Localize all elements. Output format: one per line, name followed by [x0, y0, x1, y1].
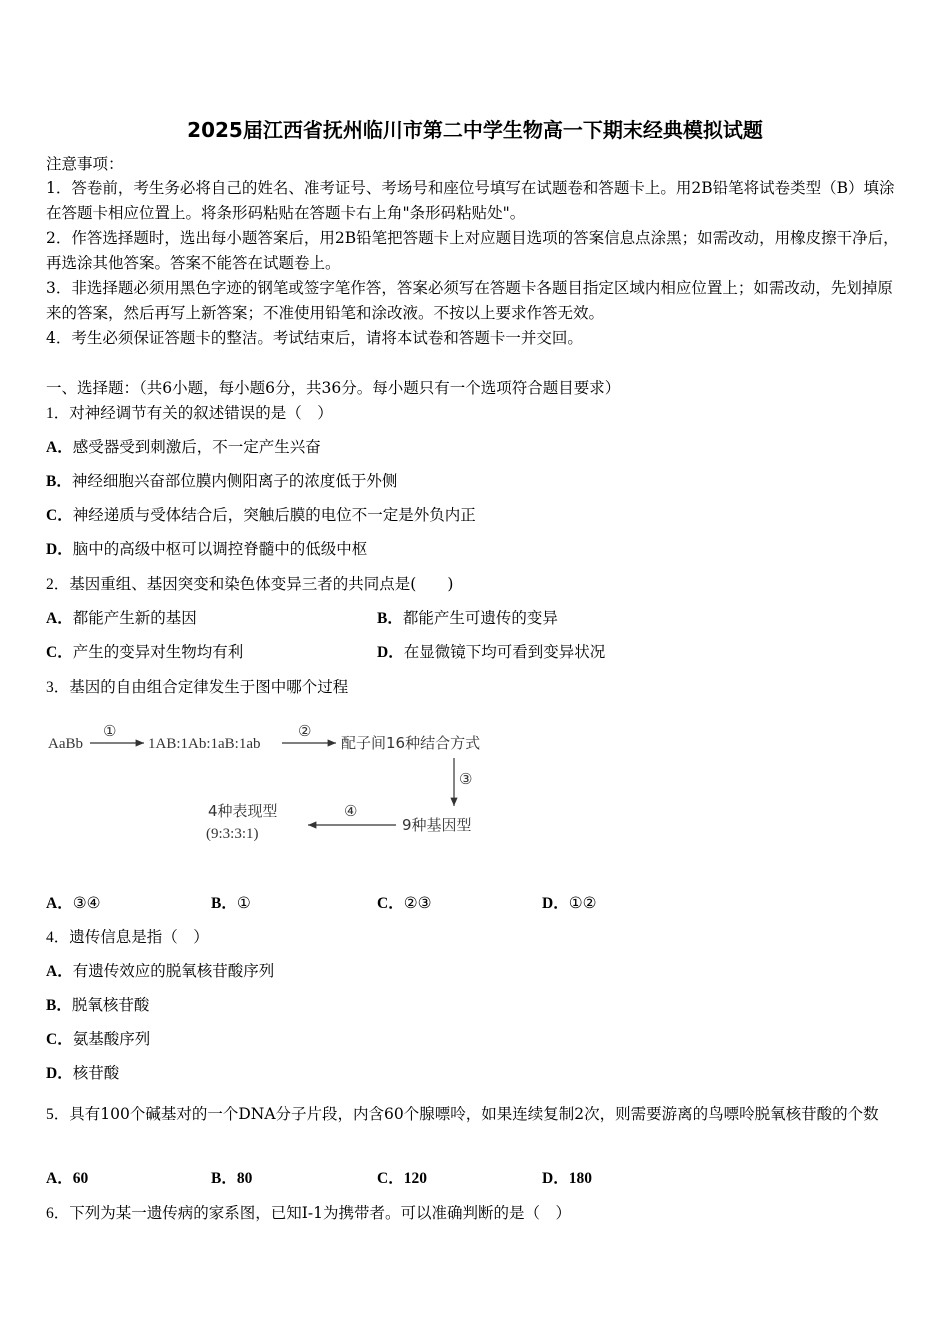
notice-item-3: 3．非选择题必须用黑色字迹的钢笔或签字笔作答，答案必须写在答题卡各题目指定区域内相应位置上；如需改动，先划掉原来的答案，然后再写上新答案；不准使用铅笔和涂改液。不按以上要求作答无效。	[46, 279, 893, 322]
option-b: B．神经细胞兴奋部位膜内侧阳离子的浓度低于外侧	[46, 472, 398, 490]
question-number: 5．	[46, 1106, 70, 1123]
question-3	[46, 675, 348, 697]
diagram-step-4: ④	[344, 804, 358, 820]
question-stem: 具有100个碱基对的一个DNA分子片段，内含60个腺嘌呤，如果连续复制2次，则需要游离的鸟嘌呤脱氧核苷酸的个数	[69, 1105, 879, 1123]
question-5	[46, 1096, 906, 1133]
option-d: D．180	[542, 1170, 592, 1187]
option-c: C．②③	[377, 894, 432, 912]
option-a: A．感受器受到刺激后，不一定产生兴奋	[46, 438, 321, 456]
diagram-step-2: ②	[298, 724, 312, 740]
page-title: 2025届江西省抚州临川市第二中学生物高一下期末经典模拟试题	[187, 118, 763, 142]
option-d: D．在显微镜下均可看到变异状况	[377, 643, 606, 661]
diagram-step-3: ③	[459, 772, 473, 788]
option-b: B．80	[211, 1170, 253, 1187]
option-d: D．脑中的高级中枢可以调控脊髓中的低级中枢	[46, 540, 368, 558]
question-number: 4．	[46, 929, 70, 946]
question-number: 3．	[46, 679, 70, 696]
option-b: B．①	[211, 894, 251, 912]
question-stem: 对神经调节有关的叙述错误的是（ ）	[69, 404, 333, 422]
diagram-start: AaBb	[48, 736, 83, 752]
option-c: C．120	[377, 1170, 427, 1187]
diagram-combos: 配子间16种结合方式	[341, 734, 481, 752]
option-b: B．都能产生可遗传的变异	[377, 609, 558, 627]
option-c: C．产生的变异对生物均有利	[46, 643, 244, 661]
option-c: C．神经递质与受体结合后，突触后膜的电位不一定是外负内正	[46, 506, 476, 524]
option-b: B．脱氧核苷酸	[46, 996, 150, 1014]
option-a: A．60	[46, 1170, 89, 1187]
section-heading: 一、选择题：（共6小题，每小题6分，共36分。每小题只有一个选项符合题目要求）	[46, 379, 621, 397]
question-number: 2．	[46, 576, 70, 593]
question-4	[46, 925, 209, 947]
diagram-genotypes: 9种基因型	[402, 816, 472, 834]
question-number: 1．	[46, 405, 70, 422]
option-d: D．核苷酸	[46, 1064, 120, 1082]
question-stem: 下列为某一遗传病的家系图，已知I-1为携带者。可以准确判断的是（ ）	[69, 1204, 571, 1222]
question-stem: 遗传信息是指（ ）	[69, 928, 209, 946]
option-c: C．氨基酸序列	[46, 1030, 151, 1048]
question-stem: 基因的自由组合定律发生于图中哪个过程	[69, 678, 349, 696]
question-stem: 基因重组、基因突变和染色体变异三者的共同点是( )	[69, 575, 454, 593]
question-6	[46, 1201, 571, 1223]
diagram-step-1: ①	[103, 724, 117, 740]
inheritance-process-diagram	[46, 712, 566, 852]
notice-item-1: 1．答卷前，考生务必将自己的姓名、准考证号、考场号和座位号填写在试题卷和答题卡上。用2B铅笔将试卷类型（B）填涂在答题卡相应位置上。将条形码粘贴在答题卡右上角"条形码粘贴处"。	[46, 179, 895, 222]
question-2	[46, 572, 453, 594]
diagram-phenotypes: 4种表现型	[208, 802, 278, 820]
question-1	[46, 401, 333, 423]
question-number: 6．	[46, 1205, 70, 1222]
diagram-gametes: 1AB:1Ab:1aB:1ab	[148, 736, 261, 752]
notice-item-2: 2．作答选择题时，选出每小题答案后，用2B铅笔把答题卡上对应题目选项的答案信息点涂黑；如需改动，用橡皮擦干净后，再选涂其他答案。答案不能答在试题卷上。	[46, 229, 899, 272]
option-d: D．①②	[542, 894, 597, 912]
notice-item-4: 4．考生必须保证答题卡的整洁。考试结束后，请将本试卷和答题卡一并交回。	[46, 329, 583, 347]
option-a: A．③④	[46, 894, 101, 912]
option-a: A．都能产生新的基因	[46, 609, 197, 627]
notice-heading: 注意事项：	[46, 155, 124, 173]
option-a: A．有遗传效应的脱氧核苷酸序列	[46, 962, 275, 980]
diagram-ratio: (9:3:3:1)	[206, 826, 259, 842]
